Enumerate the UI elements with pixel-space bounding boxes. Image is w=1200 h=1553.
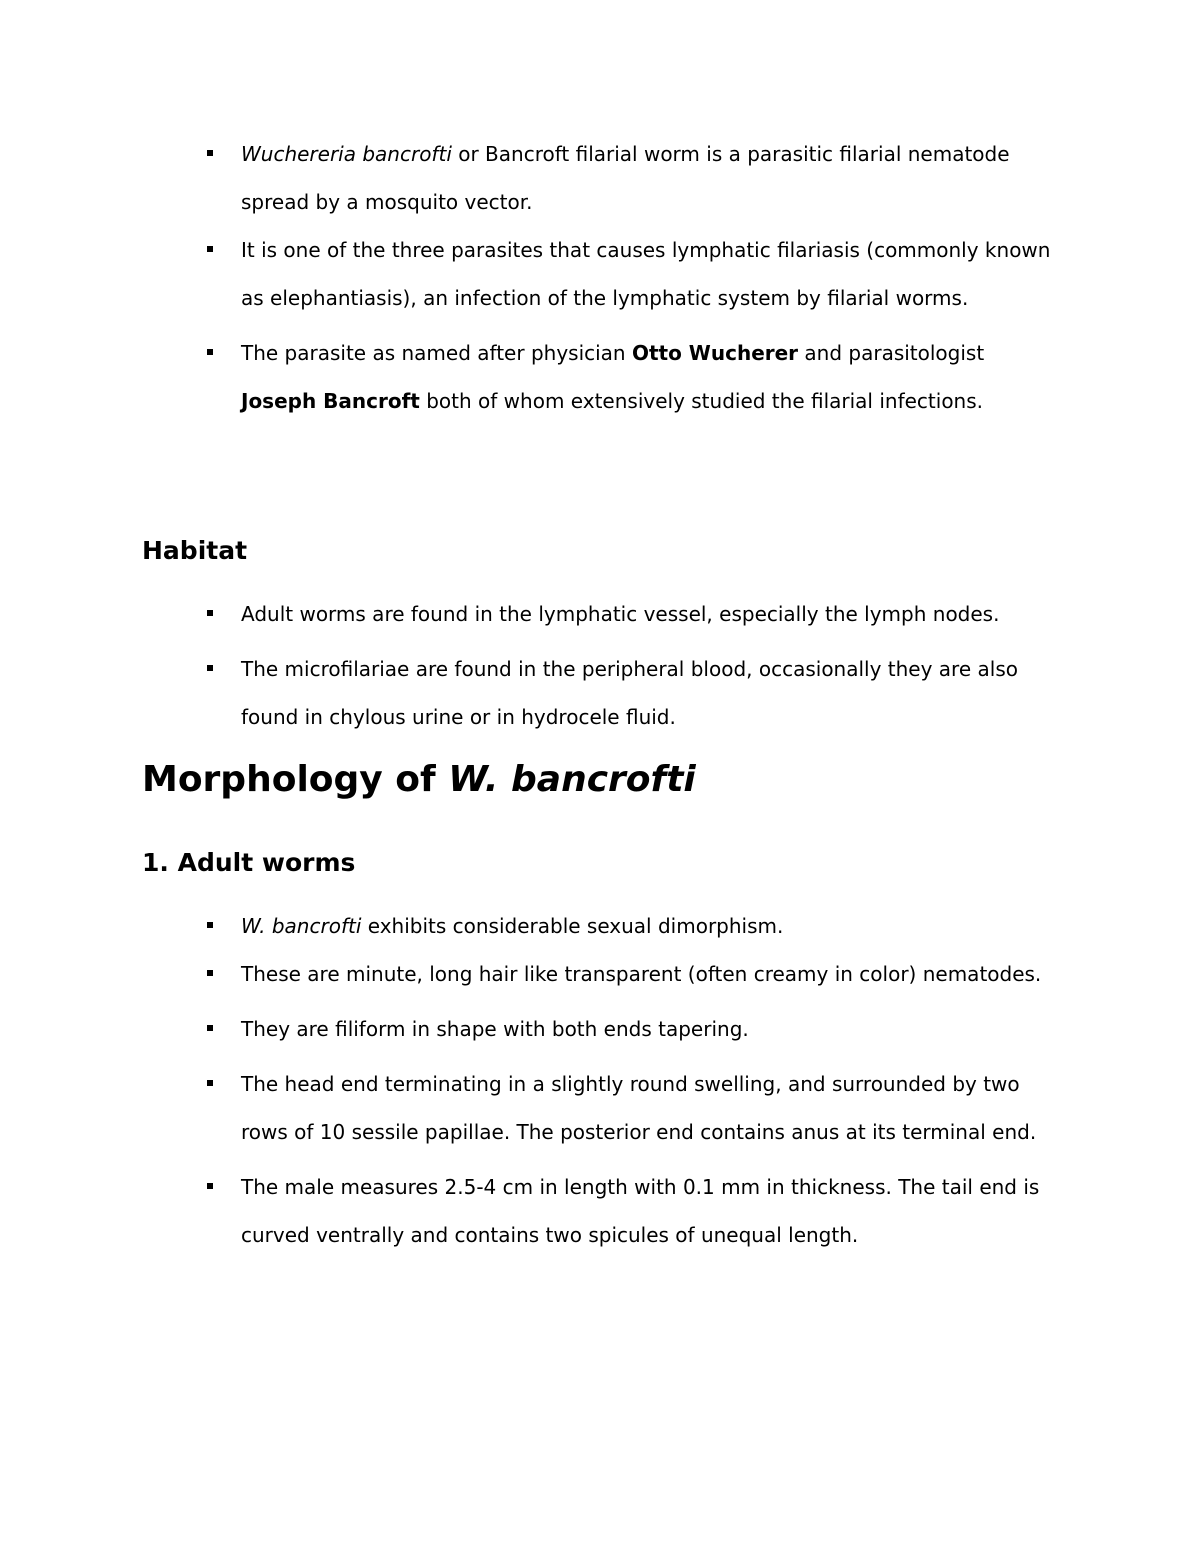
intro-list [0, 130, 1200, 425]
person-name: Otto Wucherer [631, 341, 799, 365]
bullet-icon [207, 970, 213, 976]
list-item: They are filiform in shape with both ends tapering. [0, 1005, 1051, 1053]
bullet-icon [207, 349, 213, 355]
bullet-icon [207, 1183, 213, 1189]
adult-worms-list [0, 902, 1200, 1259]
list-item: It is one of the three parasites that causes lymphatic filariasis (commonly known as elephantiasis), an infection of the lymphatic system by filarial worms. [0, 226, 1051, 322]
list-item: The microfilariae are found in the peripheral blood, occasionally they are also found in chylous urine or in hydrocele fluid. [0, 645, 1051, 741]
bullet-icon [207, 1025, 213, 1031]
bullet-icon [207, 922, 213, 928]
bullet-icon [207, 1080, 213, 1086]
list-item: The male measures 2.5-4 cm in length with 0.1 mm in thickness. The tail end is curved ventrally and contains two spicules of unequal length. [0, 1163, 1051, 1259]
list-item: The parasite as named after physician Otto Wucherer and parasitologist Joseph Bancroft both of whom extensively studied the filarial infections. [0, 329, 1051, 425]
list-item: W. bancrofti exhibits considerable sexual dimorphism. [0, 902, 1051, 950]
bullet-icon [207, 150, 213, 156]
habitat-list [0, 590, 1200, 741]
habitat-heading: Habitat [142, 536, 248, 565]
list-item: Adult worms are found in the lymphatic vessel, especially the lymph nodes. [0, 590, 1051, 638]
bullet-icon [207, 610, 213, 616]
morphology-heading: Morphology of W. bancrofti [142, 759, 696, 800]
adult-worms-heading: 1. Adult worms [142, 848, 356, 877]
person-name: Joseph Bancroft [241, 389, 420, 413]
list-item: These are minute, long hair like transparent (often creamy in color) nematodes. [0, 950, 1051, 998]
list-item: The head end terminating in a slightly round swelling, and surrounded by two rows of 10 sessile papillae. The posterior end contains anus at its terminal end. [0, 1060, 1051, 1156]
bullet-icon [207, 246, 213, 252]
list-item: Wuchereria bancrofti or Bancroft filarial worm is a parasitic filarial nematode spread by a mosquito vector. [0, 130, 1051, 226]
bullet-icon [207, 665, 213, 671]
